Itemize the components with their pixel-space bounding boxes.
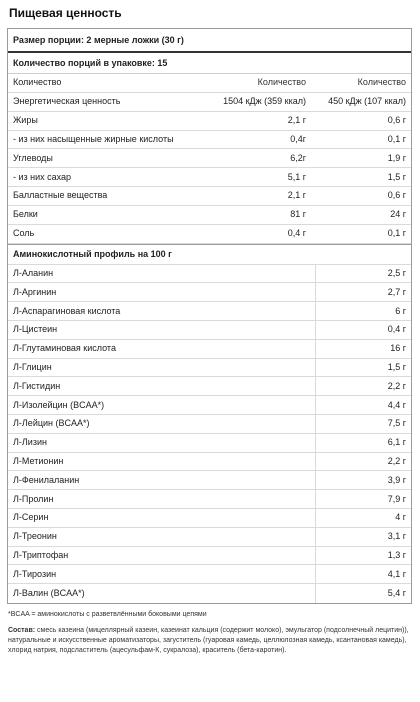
nutrition-row bbox=[8, 168, 411, 187]
footnote: *BCAA = аминокислоты с разветвлёнными боковыми цепями bbox=[8, 610, 207, 618]
nutrient-value-a: 0,4г bbox=[290, 133, 306, 144]
amino-row bbox=[8, 377, 411, 396]
amino-name: Л-Триптофан bbox=[13, 549, 69, 560]
amino-value: 5,4 г bbox=[315, 584, 411, 603]
amino-name: Л-Изолейцин (BCAA*) bbox=[13, 399, 105, 410]
amino-row bbox=[8, 490, 411, 509]
amino-rows bbox=[8, 265, 411, 603]
amino-row bbox=[8, 396, 411, 415]
nutrient-value-a: 1504 кДж (359 ккал) bbox=[223, 96, 306, 107]
amino-name: Л-Тирозин bbox=[13, 568, 57, 579]
nutrient-value-b: 0,1 г bbox=[387, 133, 406, 144]
amino-value: 2,2 г bbox=[315, 377, 411, 395]
amino-value: 1,3 г bbox=[315, 547, 411, 565]
nutrient-value-b: 24 г bbox=[390, 209, 406, 220]
nutrient-name: Соль bbox=[13, 228, 35, 239]
amino-name: Л-Гистидин bbox=[13, 380, 61, 391]
amino-row bbox=[8, 321, 411, 340]
amino-row bbox=[8, 415, 411, 434]
nutrition-row bbox=[8, 187, 411, 206]
nutrition-header-row bbox=[8, 74, 411, 93]
amino-row bbox=[8, 509, 411, 528]
nutrition-row bbox=[8, 225, 411, 244]
nutrient-value-a: 2,1 г bbox=[287, 190, 306, 201]
amino-value: 3,1 г bbox=[315, 528, 411, 546]
amino-name: Л-Лейцин (BCAA*) bbox=[13, 418, 90, 429]
amino-value: 3,9 г bbox=[315, 471, 411, 489]
nutrient-value-b: 1,5 г bbox=[387, 171, 406, 182]
amino-row bbox=[8, 584, 411, 603]
amino-value: 6 г bbox=[315, 302, 411, 320]
nutrient-name: Углеводы bbox=[13, 152, 53, 163]
servings-per-pack: Количество порций в упаковке: 15 bbox=[8, 53, 411, 74]
amino-name: Л-Аспарагиновая кислота bbox=[13, 305, 121, 316]
amino-name: Л-Пролин bbox=[13, 493, 54, 504]
amino-value: 4,1 г bbox=[315, 565, 411, 583]
amino-row bbox=[8, 283, 411, 302]
amino-name: Л-Аргинин bbox=[13, 286, 57, 297]
nutrition-row bbox=[8, 93, 411, 112]
amino-name: Л-Треонин bbox=[13, 531, 57, 542]
amino-name: Л-Глицин bbox=[13, 361, 52, 372]
serving-size: Размер порции: 2 мерные ложки (30 г) bbox=[8, 29, 411, 53]
amino-value: 6,1 г bbox=[315, 434, 411, 452]
amino-value: 7,5 г bbox=[315, 415, 411, 433]
amino-name: Л-Глутаминовая кислота bbox=[13, 343, 116, 354]
nutrient-value-a: 2,1 г bbox=[287, 115, 306, 126]
amino-name: Л-Серин bbox=[13, 512, 49, 523]
amino-value: 2,5 г bbox=[315, 265, 411, 283]
nutrient-name: Белки bbox=[13, 209, 38, 220]
nutrient-value-a: 81 г bbox=[290, 209, 306, 220]
amino-row bbox=[8, 547, 411, 566]
nutrition-row bbox=[8, 206, 411, 225]
nutrient-value-a: 6,2г bbox=[290, 152, 306, 163]
nutrient-value-b: 0,1 г bbox=[387, 228, 406, 239]
amino-name: Л-Аланин bbox=[13, 267, 54, 278]
amino-value: 16 г bbox=[315, 340, 411, 358]
amino-row bbox=[8, 528, 411, 547]
amino-value: 1,5 г bbox=[315, 359, 411, 377]
nutrient-value-b: 0,6 г bbox=[387, 115, 406, 126]
nutrition-row bbox=[8, 112, 411, 131]
nutrient-value-a: 5,1 г bbox=[287, 171, 306, 182]
amino-row bbox=[8, 340, 411, 359]
amino-row bbox=[8, 565, 411, 584]
nutrient-value-b: 450 кДж (107 ккал) bbox=[328, 96, 406, 107]
amino-title: Аминокислотный профиль на 100 г bbox=[8, 244, 411, 265]
amino-value: 2,7 г bbox=[315, 283, 411, 301]
nutrient-name: Жиры bbox=[13, 115, 38, 126]
nutrient-name: Энергетическая ценность bbox=[13, 96, 121, 107]
nutrition-rows bbox=[8, 93, 411, 244]
amino-value: 0,4 г bbox=[315, 321, 411, 339]
nutrient-name: - из них сахар bbox=[13, 171, 72, 182]
nutrition-row bbox=[8, 131, 411, 150]
amino-name: Л-Цистеин bbox=[13, 324, 58, 335]
footer bbox=[7, 610, 413, 656]
header-col-b: Количество bbox=[357, 77, 406, 88]
amino-value: 2,2 г bbox=[315, 453, 411, 471]
nutrient-name: - из них насыщенные жирные кислоты bbox=[13, 133, 174, 144]
nutrition-panel bbox=[7, 28, 412, 604]
amino-value: 4,4 г bbox=[315, 396, 411, 414]
amino-row bbox=[8, 265, 411, 284]
composition-label: Состав: bbox=[8, 626, 36, 634]
composition-text: смесь казеина (мицеллярный казеин, казеинат кальция (содержит молоко), эмульгатор (подсолнечный лецитин)), натуральные и искусственные ароматизаторы, загуститель (гуаровая камедь, целлюлозная камедь, ксантановая камедь), хлорид натрия, подсластитель (ацесульфам-К, сукралоза), краситель (бета-каротин). bbox=[8, 626, 409, 654]
nutrient-value-b: 0,6 г bbox=[387, 190, 406, 201]
amino-name: Л-Метионин bbox=[13, 455, 64, 466]
amino-name: Л-Фенилаланин bbox=[13, 474, 80, 485]
amino-value: 7,9 г bbox=[315, 490, 411, 508]
header-name: Количество bbox=[13, 77, 62, 88]
amino-row bbox=[8, 302, 411, 321]
nutrient-name: Балластные вещества bbox=[13, 190, 108, 201]
amino-name: Л-Лизин bbox=[13, 437, 47, 448]
composition bbox=[8, 626, 413, 656]
header-col-a: Количество bbox=[257, 77, 306, 88]
nutrition-row bbox=[8, 149, 411, 168]
amino-row bbox=[8, 359, 411, 378]
amino-row bbox=[8, 471, 411, 490]
amino-value: 4 г bbox=[315, 509, 411, 527]
nutrient-value-b: 1,9 г bbox=[387, 152, 406, 163]
page-title: Пищевая ценность bbox=[9, 6, 122, 20]
amino-row bbox=[8, 434, 411, 453]
amino-row bbox=[8, 453, 411, 472]
amino-name: Л-Валин (BCAA*) bbox=[13, 588, 85, 599]
nutrient-value-a: 0,4 г bbox=[287, 228, 306, 239]
